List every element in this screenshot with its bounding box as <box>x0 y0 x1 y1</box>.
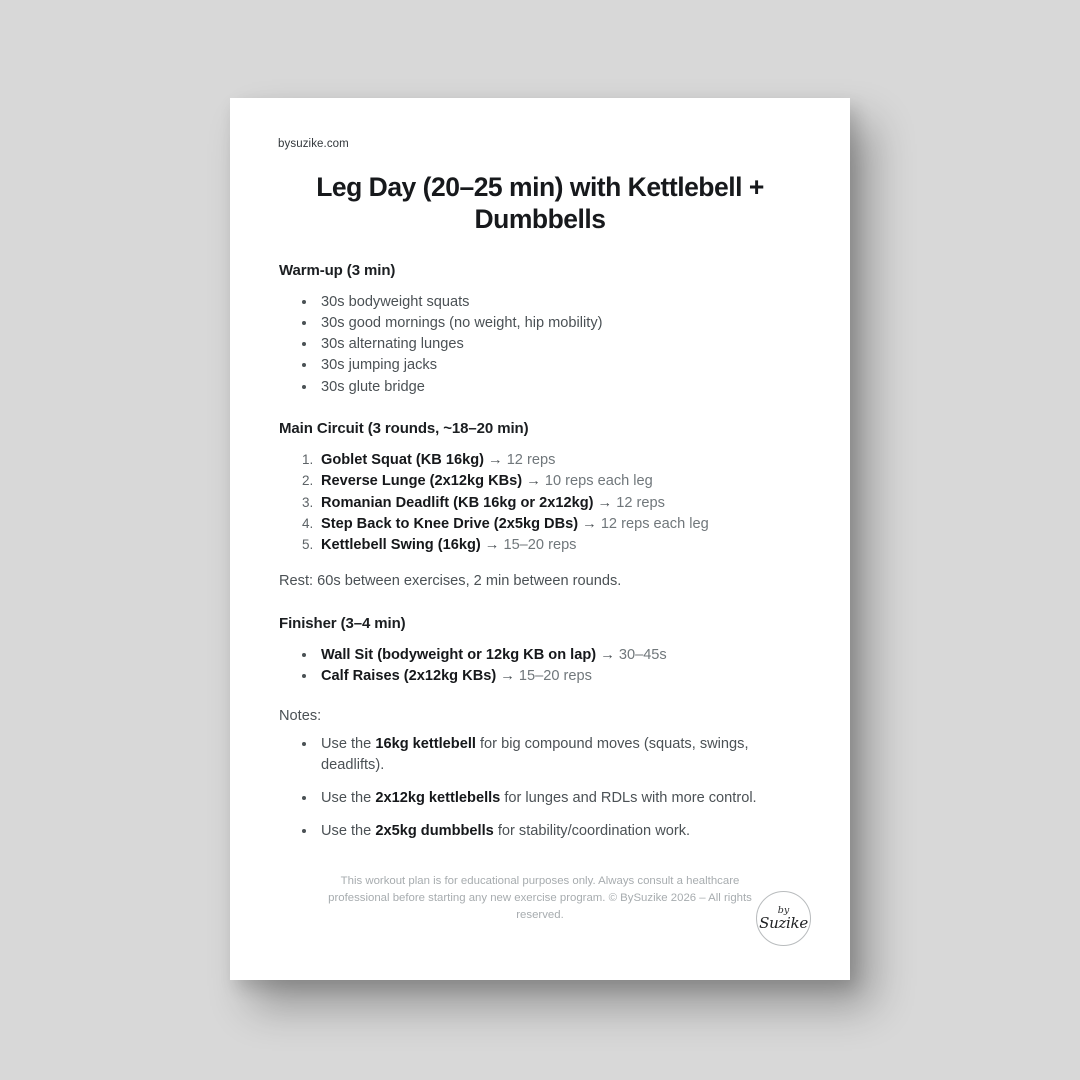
exercise-name: Goblet Squat (KB 16kg) <box>321 452 484 468</box>
warmup-item: • 30s jumping jacks <box>317 355 803 375</box>
exercise-name: Reverse Lunge (2x12kg KBs) <box>321 473 523 490</box>
circuit-item <box>317 450 803 470</box>
brand-logo-badge <box>756 891 811 946</box>
arrow-icon: → <box>578 515 601 532</box>
note-highlight: 16kg kettlebell <box>375 736 476 753</box>
circuit-item <box>317 535 803 555</box>
warmup-heading: Warm-up (3 min) <box>279 261 396 279</box>
page-footer <box>277 873 808 933</box>
logo-name-text: Suzike <box>759 914 808 933</box>
arrow-icon: → <box>522 473 545 490</box>
note-item: • Use the 16kg kettlebell for big compound moves (squats, swings, deadlifts). <box>317 734 803 774</box>
circuit-item <box>317 493 803 513</box>
arrow-icon: → <box>593 494 617 511</box>
note-highlight: 2x5kg dumbbells <box>375 822 494 839</box>
exercise-reps: 12 reps <box>506 452 556 468</box>
exercise-name: Romanian Deadlift (KB 16kg or 2x12kg) <box>321 494 594 511</box>
main-circuit-list <box>277 450 803 555</box>
exercise-reps: 10 reps each leg <box>544 473 653 490</box>
exercise-name: Wall Sit (bodyweight or 12kg KB on lap) <box>321 646 597 663</box>
site-url: bysuzike.com <box>278 138 349 150</box>
rest-note: Rest: 60s between exercises, 2 min between rounds. <box>279 573 622 590</box>
arrow-icon: → <box>480 537 504 554</box>
circuit-item <box>317 471 803 491</box>
warmup-item: • 30s bodyweight squats <box>317 292 803 312</box>
warmup-item: • 30s alternating lunges <box>317 334 803 354</box>
notes-label: Notes: <box>279 708 322 725</box>
exercise-name: Calf Raises (2x12kg KBs) <box>321 668 497 685</box>
main-circuit-heading: Main Circuit (3 rounds, ~18–20 min) <box>279 420 529 437</box>
exercise-name: Step Back to Knee Drive (2x5kg DBs) <box>321 515 579 532</box>
warmup-list <box>277 292 803 397</box>
warmup-item: • 30s good mornings (no weight, hip mobility) <box>317 313 803 333</box>
finisher-item <box>317 645 803 665</box>
note-item: • Use the 2x12kg kettlebells for lunges and RDLs with more control. <box>317 788 803 808</box>
warmup-item: • 30s glute bridge <box>317 377 803 397</box>
exercise-reps: 30–45s <box>618 646 667 663</box>
note-item: • Use the 2x5kg dumbbells for stability/coordination work. <box>317 821 803 841</box>
logo-by-text: by <box>777 904 790 916</box>
exercise-reps: 12 reps each leg <box>600 515 709 532</box>
exercise-reps: 12 reps <box>616 494 665 511</box>
arrow-icon: → <box>483 452 507 468</box>
finisher-list <box>277 645 803 687</box>
document-page <box>230 98 850 980</box>
notes-list <box>277 734 803 841</box>
exercise-reps: 15–20 reps <box>503 537 577 554</box>
exercise-name: Kettlebell Swing (16kg) <box>321 537 481 554</box>
finisher-heading: Finisher (3–4 min) <box>279 614 406 632</box>
circuit-item <box>317 514 803 534</box>
finisher-item <box>317 666 803 686</box>
disclaimer-text: This workout plan is for educational purposes only. Always consult a healthcare professional before starting any new exercise program. © BySuzike 2026 – All rights reserved. <box>328 875 752 922</box>
arrow-icon: → <box>596 646 619 663</box>
page-title: Leg Day (20–25 min) with Kettlebell + Dumbbells <box>316 172 764 234</box>
note-highlight: 2x12kg kettlebells <box>375 789 501 806</box>
arrow-icon: → <box>496 668 519 685</box>
exercise-reps: 15–20 reps <box>518 668 592 685</box>
